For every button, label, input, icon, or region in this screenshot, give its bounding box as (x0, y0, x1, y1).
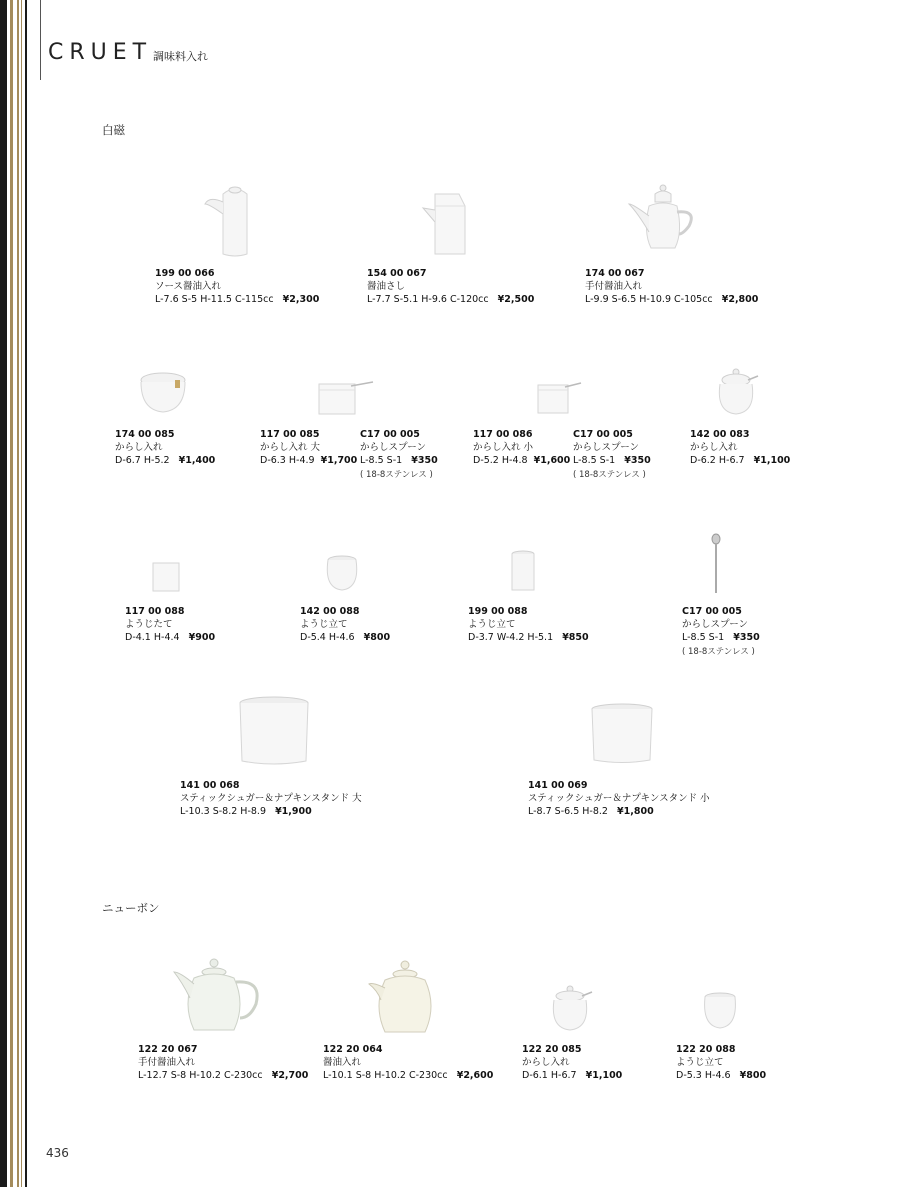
product-spec: D-6.1 H-6.7 (522, 1070, 577, 1081)
product-price: ¥1,800 (617, 806, 654, 817)
product-price: ¥2,800 (721, 294, 759, 305)
product-spec: D-5.4 H-4.6 (300, 632, 355, 643)
product-item (585, 267, 758, 306)
product-price: ¥1,100 (585, 1070, 623, 1081)
product-price: ¥800 (363, 632, 391, 643)
product-spec: D-5.3 H-4.6 (676, 1070, 731, 1081)
product-name: ようじ立て (468, 619, 516, 630)
product-item (676, 1043, 766, 1082)
product-note: ( 18-8ステンレス ) (573, 470, 646, 480)
mustard-spoon-image (706, 533, 726, 595)
product-item (473, 428, 570, 467)
product-item (528, 779, 710, 818)
product-item (690, 428, 790, 467)
product-name: からし入れ 大 (260, 442, 321, 453)
product-price: ¥350 (624, 455, 651, 466)
newbone-mustard-pot-image (546, 984, 596, 1034)
product-spec: L-8.5 S-1 (573, 455, 616, 466)
product-name: からし入れ (690, 442, 738, 453)
newbone-handled-soy-pot-image (172, 958, 264, 1038)
product-item (573, 428, 651, 482)
product-code: 122 20 088 (676, 1044, 736, 1055)
product-item (115, 428, 215, 467)
mustard-pot-142-image (712, 366, 762, 418)
product-code: 174 00 067 (585, 268, 645, 279)
product-code: C17 00 005 (573, 429, 633, 440)
soy-sauce-cruet-image (415, 186, 475, 260)
product-price: ¥900 (188, 632, 216, 643)
product-name: ようじたて (125, 619, 173, 630)
product-spec: D-6.2 H-6.7 (690, 455, 745, 466)
product-name: ソース醤油入れ (155, 281, 222, 292)
product-name: からし入れ (522, 1057, 570, 1068)
product-name: からしスプーン (360, 442, 427, 453)
product-spec: L-10.1 S-8 H-10.2 C-230cc (323, 1070, 448, 1081)
mustard-pot-large-image (315, 378, 377, 418)
product-price: ¥350 (411, 455, 438, 466)
product-price: ¥1,900 (275, 806, 312, 817)
sauce-soy-dispenser-image (195, 180, 265, 260)
product-spec: D-6.7 H-5.2 (115, 455, 170, 466)
product-name: スティックシュガー＆ナプキンスタンド 小 (528, 793, 710, 804)
product-spec: L-7.6 S-5 H-11.5 C-115cc (155, 294, 274, 305)
decorative-stripes (0, 0, 40, 1187)
product-code: 142 00 088 (300, 606, 360, 617)
product-code: 122 20 067 (138, 1044, 198, 1055)
product-code: 174 00 085 (115, 429, 175, 440)
section-heading-hakuji: 白磁 (102, 123, 125, 137)
product-price: ¥1,100 (753, 455, 791, 466)
product-code: 117 00 085 (260, 429, 320, 440)
product-note: ( 18-8ステンレス ) (360, 470, 433, 480)
sugar-napkin-stand-large-image (236, 695, 312, 769)
product-name: からし入れ 小 (473, 442, 534, 453)
mustard-pot-174-image (135, 370, 191, 416)
product-name: ようじ立て (300, 619, 348, 630)
product-item (367, 267, 534, 306)
toothpick-holder-199-image (508, 548, 538, 594)
toothpick-holder-142-image (322, 552, 362, 594)
newbone-soy-pot-image (365, 960, 439, 1040)
product-price: ¥850 (562, 632, 589, 643)
product-spec: L-10.3 S-8.2 H-8.9 (180, 806, 266, 817)
product-code: 199 00 088 (468, 606, 528, 617)
product-price: ¥2,600 (456, 1070, 494, 1081)
product-code: 122 20 064 (323, 1044, 383, 1055)
product-item (260, 428, 357, 467)
product-item (323, 1043, 493, 1082)
product-code: 199 00 066 (155, 268, 215, 279)
product-name: からしスプーン (682, 619, 749, 630)
product-spec: L-7.7 S-5.1 H-9.6 C-120cc (367, 294, 489, 305)
product-spec: L-9.9 S-6.5 H-10.9 C-105cc (585, 294, 713, 305)
page-subtitle: 調味料入れ (153, 50, 208, 63)
product-code: 141 00 069 (528, 780, 588, 791)
product-name: 手付醤油入れ (138, 1057, 196, 1068)
product-spec: D-4.1 H-4.4 (125, 632, 180, 643)
newbone-toothpick-holder-image (700, 990, 740, 1032)
product-item (468, 605, 589, 644)
product-spec: L-12.7 S-8 H-10.2 C-230cc (138, 1070, 263, 1081)
product-spec: D-6.3 H-4.9 (260, 455, 315, 466)
product-price: ¥1,600 (533, 455, 571, 466)
product-code: 141 00 068 (180, 780, 240, 791)
page-number: 436 (46, 1146, 69, 1160)
product-name: ようじ立て (676, 1057, 724, 1068)
page-title: CRUET (48, 40, 153, 65)
product-code: C17 00 005 (360, 429, 420, 440)
toothpick-holder-117-image (150, 560, 182, 594)
product-price: ¥2,700 (271, 1070, 309, 1081)
product-name: 手付醤油入れ (585, 281, 643, 292)
sugar-napkin-stand-small-image (588, 702, 656, 766)
product-code: 122 20 085 (522, 1044, 582, 1055)
product-price: ¥2,300 (282, 294, 320, 305)
product-price: ¥350 (733, 632, 760, 643)
product-code: 117 00 088 (125, 606, 185, 617)
product-spec: D-3.7 W-4.2 H-5.1 (468, 632, 554, 643)
product-price: ¥1,400 (178, 455, 216, 466)
handled-soy-pot-image (625, 182, 701, 258)
mustard-pot-small-image (535, 380, 585, 416)
product-name: スティックシュガー＆ナプキンスタンド 大 (180, 793, 362, 804)
product-price: ¥2,500 (497, 294, 535, 305)
header-divider (40, 0, 41, 80)
product-spec: L-8.5 S-1 (682, 632, 725, 643)
product-item (360, 428, 438, 482)
product-note: ( 18-8ステンレス ) (682, 647, 755, 657)
product-item (155, 267, 319, 306)
product-item (300, 605, 390, 644)
product-item (138, 1043, 308, 1082)
product-code: 117 00 086 (473, 429, 533, 440)
product-name: からしスプーン (573, 442, 640, 453)
product-price: ¥1,700 (320, 455, 358, 466)
product-name: 醤油さし (367, 281, 406, 292)
product-item (180, 779, 362, 818)
product-spec: L-8.5 S-1 (360, 455, 403, 466)
product-name: からし入れ (115, 442, 163, 453)
product-item (522, 1043, 622, 1082)
product-item (682, 605, 760, 659)
product-code: 154 00 067 (367, 268, 427, 279)
section-heading-newbone: ニューボン (102, 901, 160, 915)
product-item (125, 605, 215, 644)
product-code: 142 00 083 (690, 429, 750, 440)
product-price: ¥800 (739, 1070, 767, 1081)
product-spec: L-8.7 S-6.5 H-8.2 (528, 806, 608, 817)
product-spec: D-5.2 H-4.8 (473, 455, 528, 466)
product-code: C17 00 005 (682, 606, 742, 617)
product-name: 醤油入れ (323, 1057, 362, 1068)
